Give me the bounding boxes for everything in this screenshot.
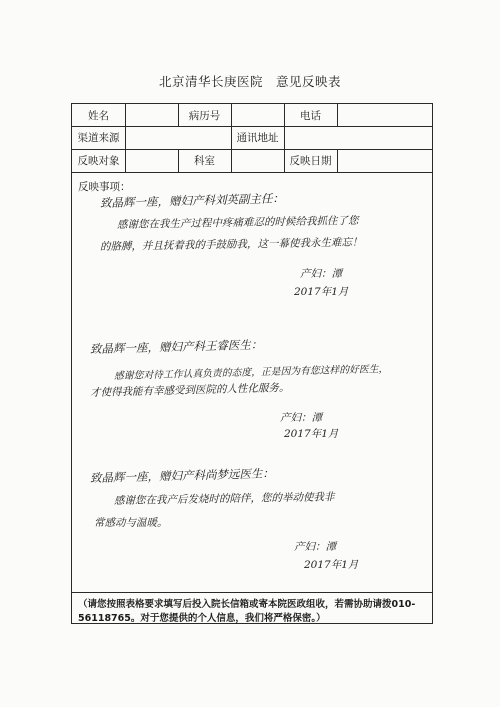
letter-greeting: 致晶辉一座，赠妇产科刘英副主任： — [99, 191, 285, 210]
label-channel: 渠道来源 — [77, 132, 120, 144]
letter-signer: 产妇：潭 — [280, 412, 322, 424]
form-title: 北京清华长庚医院 意见反映表 — [158, 74, 341, 89]
letter-greeting: 致晶辉一座，赠妇产科王睿医生： — [89, 337, 263, 356]
label-address: 通讯地址 — [236, 132, 279, 144]
letter-body-line: 感谢您在我产后发烧时的陪伴，您的举动使我非 — [113, 491, 335, 507]
letter-body-line: 才使得我能有幸感受到医院的人性化服务。 — [89, 381, 290, 399]
letter-date: 2017年1月 — [294, 286, 349, 298]
label-department: 科室 — [194, 155, 215, 167]
letter-body-line: 常感动与温暖。 — [94, 517, 168, 529]
label-target: 反映对象 — [77, 155, 120, 167]
label-phone: 电话 — [300, 109, 321, 122]
letter-greeting: 致晶辉一座，赠妇产科尚梦远医生： — [89, 466, 275, 485]
letter-body-line: 感谢您在我生产过程中疼痛难忍的时候给我抓住了您 — [116, 214, 359, 231]
footer-note: （请您按照表格要求填写后投入院长信箱或寄本院医政组收，若需协助请拨010-56118765。对于您提供的个人信息，我们将严格保密。） — [78, 599, 416, 624]
footer-divider — [72, 592, 432, 593]
letter-date: 2017年1月 — [284, 428, 339, 440]
letter-date: 2017年1月 — [304, 559, 359, 571]
letter-body-line: 的胳膊，并且抚着我的手鼓励我，这一幕使我永生难忘！ — [99, 236, 363, 253]
label-name: 姓名 — [88, 109, 109, 122]
label-record-no: 病历号 — [188, 109, 221, 122]
content-label: 反映事项： — [78, 181, 131, 193]
letter-signer: 产妇：潭 — [294, 541, 336, 553]
row-divider — [72, 172, 432, 173]
letter-signer: 产妇：潭 — [300, 268, 342, 280]
label-date: 反映日期 — [289, 155, 332, 167]
letter-body-line: 感谢您对待工作认真负责的态度，正是因为有您这样的好医生， — [113, 363, 389, 382]
feedback-form — [71, 103, 433, 624]
row-divider — [72, 149, 432, 150]
